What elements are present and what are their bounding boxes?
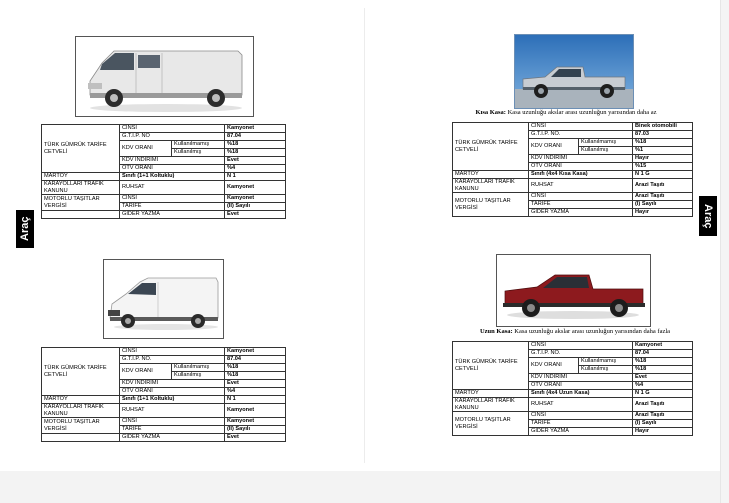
gtip-value: 87.04 <box>225 133 286 141</box>
kullanilmamis-value: %18 <box>225 364 286 372</box>
otv-orani-label: ÖTV ORANI <box>120 388 225 396</box>
red-pickup-photo <box>496 254 651 327</box>
gider-yazma-value: Hayır <box>633 209 693 217</box>
karayollari-label: KARAYOLLARI TRAFİK KANUNU <box>42 404 120 418</box>
otv-orani-value: %4 <box>633 382 693 390</box>
gider-yazma-label: GİDER YAZMA <box>120 434 225 442</box>
ruhsat-value: Kamyonet <box>225 404 286 418</box>
motorlu-label: MOTORLU TAŞITLAR VERGİSİ <box>42 195 120 211</box>
otv-orani-value: %4 <box>225 165 286 173</box>
martoy-label: MARTOY <box>42 396 120 404</box>
kullanilmis-label: Kullanılmış <box>579 366 633 374</box>
sinif-label: Sınıfı (4x4 Kısa Kasa) <box>529 171 633 179</box>
cinsi-value: Kamyonet <box>225 125 286 133</box>
karayollari-label: KARAYOLLARI TRAFİK KANUNU <box>42 181 120 195</box>
tarife-label: TARİFE <box>529 420 633 428</box>
kullanilmis-value: %18 <box>225 149 286 157</box>
ruhsat-label: RUHSAT <box>120 181 225 195</box>
side-tab-right: Araç <box>699 196 717 236</box>
cinsi-value: Binek otomobili <box>633 123 693 131</box>
spec-table-panel-van <box>41 124 286 219</box>
cinsi-label: CİNSİ <box>120 125 225 133</box>
kullanilmis-value: %18 <box>633 366 693 374</box>
mtv-cinsi-value: Kamyonet <box>225 418 286 426</box>
cinsi-label: CİNSİ <box>120 348 225 356</box>
caption-text: Kasa uzunluğu akslar arası uzunluğun yarısından daha az <box>505 109 657 116</box>
ruhsat-value: Arazi Taşıtı <box>633 398 693 412</box>
turk-gumruk-label: TÜRK GÜMRÜK TARİFE CETVELİ <box>42 348 120 396</box>
sinif-value: N 1 G <box>633 390 693 398</box>
uzun-kasa-caption <box>430 328 720 335</box>
spec-row <box>42 211 286 219</box>
mtv-cinsi-value: Kamyonet <box>225 195 286 203</box>
cinsi-label: CİNSİ <box>529 123 633 131</box>
kdv-indirimi-value: Evet <box>225 157 286 165</box>
sinif-label: Sınıfı (1+1 Koltuklu) <box>120 173 225 181</box>
martoy-label: MARTOY <box>453 390 529 398</box>
kdv-indirimi-label: KDV İNDİRİMİ <box>529 155 633 163</box>
caption-term: Uzun Kasa: <box>479 328 513 335</box>
kullanilmamis-label: Kullanılmamış <box>579 139 633 147</box>
kdv-indirimi-value: Evet <box>225 380 286 388</box>
kdv-orani-label: KDV ORANI <box>529 358 579 374</box>
sinif-label: Sınıfı (4x4 Uzun Kasa) <box>529 390 633 398</box>
kullanilmis-label: Kullanılmış <box>172 149 225 157</box>
mtv-cinsi-label: CİNSİ <box>529 193 633 201</box>
silver-pickup-photo <box>514 34 634 109</box>
caption-term: Kısa Kasa: <box>475 109 506 116</box>
gtip-label: G.T.İ.P. NO <box>120 133 225 141</box>
kdv-indirimi-value: Hayır <box>633 155 693 163</box>
mtv-cinsi-label: CİNSİ <box>120 418 225 426</box>
panel-van-photo <box>75 36 254 117</box>
spec-row <box>453 179 693 193</box>
kdv-indirimi-label: KDV İNDİRİMİ <box>529 374 633 382</box>
spec-row <box>42 125 286 133</box>
kullanilmamis-label: Kullanılmamış <box>579 358 633 366</box>
cinsi-value: Kamyonet <box>633 342 693 350</box>
tarife-value: (II) Sayılı <box>225 426 286 434</box>
mtv-cinsi-label: CİNSİ <box>529 412 633 420</box>
spec-row <box>453 390 693 398</box>
tarife-label: TARİFE <box>529 201 633 209</box>
spec-row <box>453 123 693 131</box>
motorlu-label: MOTORLU TAŞITLAR VERGİSİ <box>42 418 120 434</box>
gtip-value: 87.04 <box>225 356 286 364</box>
sinif-value: N 1 <box>225 173 286 181</box>
turk-gumruk-label: TÜRK GÜMRÜK TARİFE CETVELİ <box>453 342 529 390</box>
ruhsat-label: RUHSAT <box>529 398 633 412</box>
otv-orani-value: %4 <box>225 388 286 396</box>
caption-text: Kasa uzunluğu akslar arası uzunluğun yarısından daha fazla <box>512 328 671 335</box>
otv-orani-label: ÖTV ORANI <box>120 165 225 173</box>
gtip-label: G.T.İ.P. NO. <box>529 131 633 139</box>
otv-orani-label: ÖTV ORANI <box>529 382 633 390</box>
kdv-indirimi-label: KDV İNDİRİMİ <box>120 157 225 165</box>
tarife-label: TARİFE <box>120 426 225 434</box>
motorlu-label: MOTORLU TAŞITLAR VERGİSİ <box>453 193 529 217</box>
sinif-value: N 1 <box>225 396 286 404</box>
gtip-value: 87.03 <box>633 131 693 139</box>
kullanilmis-label: Kullanılmış <box>579 147 633 155</box>
spec-row <box>42 404 286 418</box>
kdv-orani-label: KDV ORANI <box>120 141 172 157</box>
kdv-indirimi-label: KDV İNDİRİMİ <box>120 380 225 388</box>
mtv-cinsi-value: Arazi Taşıtı <box>633 412 693 420</box>
kullanilmamis-label: Kullanılmamış <box>172 141 225 149</box>
spec-table-silver-pickup <box>452 122 693 217</box>
gider-yazma-label: GİDER YAZMA <box>529 209 633 217</box>
cinsi-value: Kamyonet <box>225 348 286 356</box>
tarife-value: (I) Sayılı <box>633 420 693 428</box>
gtip-label: G.T.İ.P. NO. <box>120 356 225 364</box>
cinsi-label: CİNSİ <box>529 342 633 350</box>
gider-yazma-value: Evet <box>225 211 286 219</box>
kdv-orani-label: KDV ORANI <box>529 139 579 155</box>
spec-row <box>453 193 693 201</box>
ruhsat-label: RUHSAT <box>529 179 633 193</box>
spec-row <box>42 348 286 356</box>
small-van-icon <box>104 260 223 338</box>
spec-table-red-pickup <box>452 341 693 436</box>
karayollari-label: KARAYOLLARI TRAFİK KANUNU <box>453 398 529 412</box>
kullanilmis-value: %18 <box>225 372 286 380</box>
panel-van-icon <box>76 37 253 116</box>
spec-row <box>42 173 286 181</box>
spec-row <box>453 171 693 179</box>
karayollari-label: KARAYOLLARI TRAFİK KANUNU <box>453 179 529 193</box>
otv-orani-label: ÖTV ORANI <box>529 163 633 171</box>
turk-gumruk-label: TÜRK GÜMRÜK TARİFE CETVELİ <box>42 125 120 173</box>
kullanilmis-label: Kullanılmış <box>172 372 225 380</box>
kullanilmamis-label: Kullanılmamış <box>172 364 225 372</box>
sinif-label: Sınıfı (1+1 Koltuklu) <box>120 396 225 404</box>
spec-row <box>453 412 693 420</box>
kullanilmis-value: %1 <box>633 147 693 155</box>
otv-orani-value: %15 <box>633 163 693 171</box>
spec-row <box>42 418 286 426</box>
silver-pickup-icon <box>515 35 633 108</box>
kullanilmamis-value: %18 <box>225 141 286 149</box>
martoy-label: MARTOY <box>453 171 529 179</box>
mtv-cinsi-label: CİNSİ <box>120 195 225 203</box>
ruhsat-label: RUHSAT <box>120 404 225 418</box>
motorlu-label: MOTORLU TAŞITLAR VERGİSİ <box>453 412 529 436</box>
tarife-label: TARİFE <box>120 203 225 211</box>
page-footer-band <box>0 471 729 503</box>
turk-gumruk-label: TÜRK GÜMRÜK TARİFE CETVELİ <box>453 123 529 171</box>
page-edge <box>720 0 729 503</box>
gtip-label: G.T.İ.P. NO. <box>529 350 633 358</box>
ruhsat-value: Arazi Taşıtı <box>633 179 693 193</box>
tarife-value: (II) Sayılı <box>225 203 286 211</box>
side-tab-left: Araç <box>16 210 34 248</box>
red-pickup-icon <box>497 255 650 326</box>
kullanilmamis-value: %18 <box>633 358 693 366</box>
spec-row <box>453 398 693 412</box>
spec-row <box>42 434 286 442</box>
kdv-indirimi-value: Evet <box>633 374 693 382</box>
gtip-value: 87.04 <box>633 350 693 358</box>
mtv-cinsi-value: Arazi Taşıtı <box>633 193 693 201</box>
spec-row <box>453 342 693 350</box>
gider-yazma-label: GİDER YAZMA <box>120 211 225 219</box>
spec-row <box>42 396 286 404</box>
kdv-orani-label: KDV ORANI <box>120 364 172 380</box>
gider-yazma-value: Hayır <box>633 428 693 436</box>
kullanilmamis-value: %18 <box>633 139 693 147</box>
kisa-kasa-caption <box>430 109 702 116</box>
sinif-value: N 1 G <box>633 171 693 179</box>
martoy-label: MARTOY <box>42 173 120 181</box>
spec-table-small-van <box>41 347 286 442</box>
page-gutter <box>364 8 365 463</box>
spec-row <box>42 181 286 195</box>
spec-row <box>42 195 286 203</box>
tarife-value: (I) Sayılı <box>633 201 693 209</box>
ruhsat-value: Kamyonet <box>225 181 286 195</box>
small-van-photo <box>103 259 224 339</box>
gider-yazma-label: GİDER YAZMA <box>529 428 633 436</box>
gider-yazma-value: Evet <box>225 434 286 442</box>
